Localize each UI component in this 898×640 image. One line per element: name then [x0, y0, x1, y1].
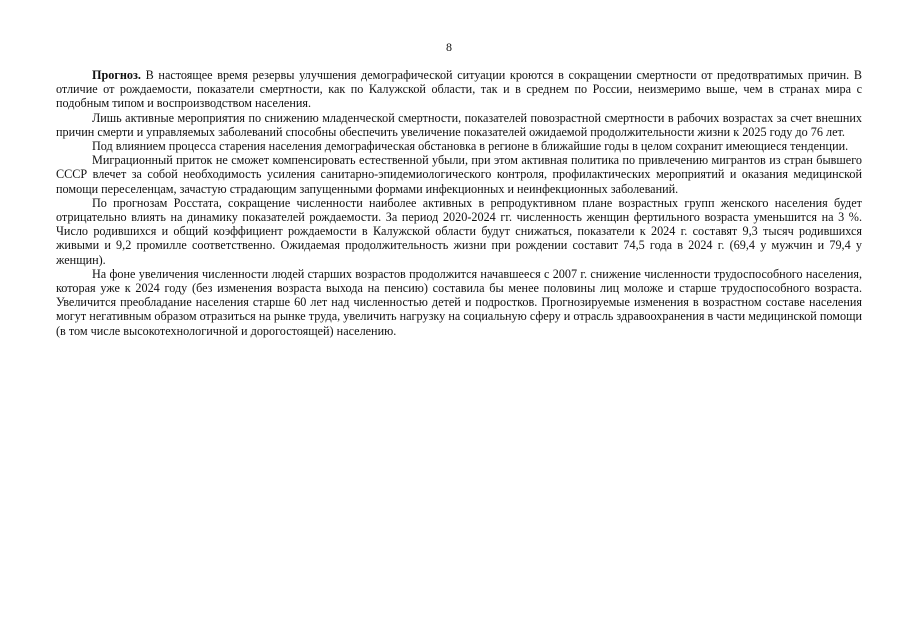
paragraph-text: В настоящее время резервы улучшения демографической ситуации кроются в сокращении смертности от предотвратимых причин. В отличие от рождаемости, показатели смертности, как по Калужской области, так и в среднем по России, неизмеримо выше, чем в странах мира с подобным типом и воспроизводством населения.: [56, 68, 862, 111]
document-body: [56, 68, 862, 338]
paragraph-rosstat-forecast: По прогнозам Росстата, сокращение численности наиболее активных в репродуктивном плане возрастных групп женского населения будет отрицательно влиять на динамику показателей рождаемости. За период 2020-2024 гг. численность женщин фертильного возраста уменьшится на 3 %. Число родившихся и общий коэффициент рождаемости в Калужской области будут снижаться, показатели к 2024 г. составят 9,3 тысяч родившихся живыми и 9,2 промилле соответственно. Ожидаемая продолжительность жизни при рождении составит 74,5 года в 2024 г. (69,4 у мужчин и 79,4 у женщин).: [56, 195, 862, 267]
paragraph-lead-heading: Прогноз.: [92, 68, 141, 82]
paragraph-forecast: [56, 68, 862, 111]
paragraph-life-expectancy: Лишь активные мероприятия по снижению младенческой смертности, показателей повозрастной смертности в рабочих возрастах за счет внешних причин смерти и управляемых заболеваний способны обеспечить увеличение показателей ожидаемой продолжительности жизни к 2025 году до 76 лет.: [56, 110, 862, 139]
paragraph-aging: Под влиянием процесса старения населения демографическая обстановка в регионе в ближайшие годы в целом сохранит имеющиеся тенденции.: [92, 139, 849, 154]
paragraph-migration: Миграционный приток не сможет компенсировать естественной убыли, при этом активная политика по привлечению мигрантов из стран бывшего СССР влечет за собой необходимость усиления санитарно-эпидемиологического контроля, профилактических мероприятий и оказания медицинской помощи переселенцам, зачастую страдающим запущенными формами инфекционных и неинфекционных заболеваний.: [56, 153, 862, 196]
paragraph-working-age: На фоне увеличения численности людей старших возрастов продолжится начавшееся с 2007 г. снижение численности трудоспособного населения, которая уже к 2024 году (без изменения возраста выхода на пенсию) составила бы менее половины лиц моложе и старше трудоспособного возраста. Увеличится преобладание населения старше 60 лет над численностью детей и подростков. Прогнозируемые изменения в возрастном составе населения могут негативным образом отразиться на рынке труда, увеличить нагрузку на социальную сферу и отрасль здравоохранения в части медицинской помощи (в том числе высокотехнологичной и дорогостоящей) населению.: [56, 266, 862, 338]
page-number: 8: [446, 40, 452, 54]
